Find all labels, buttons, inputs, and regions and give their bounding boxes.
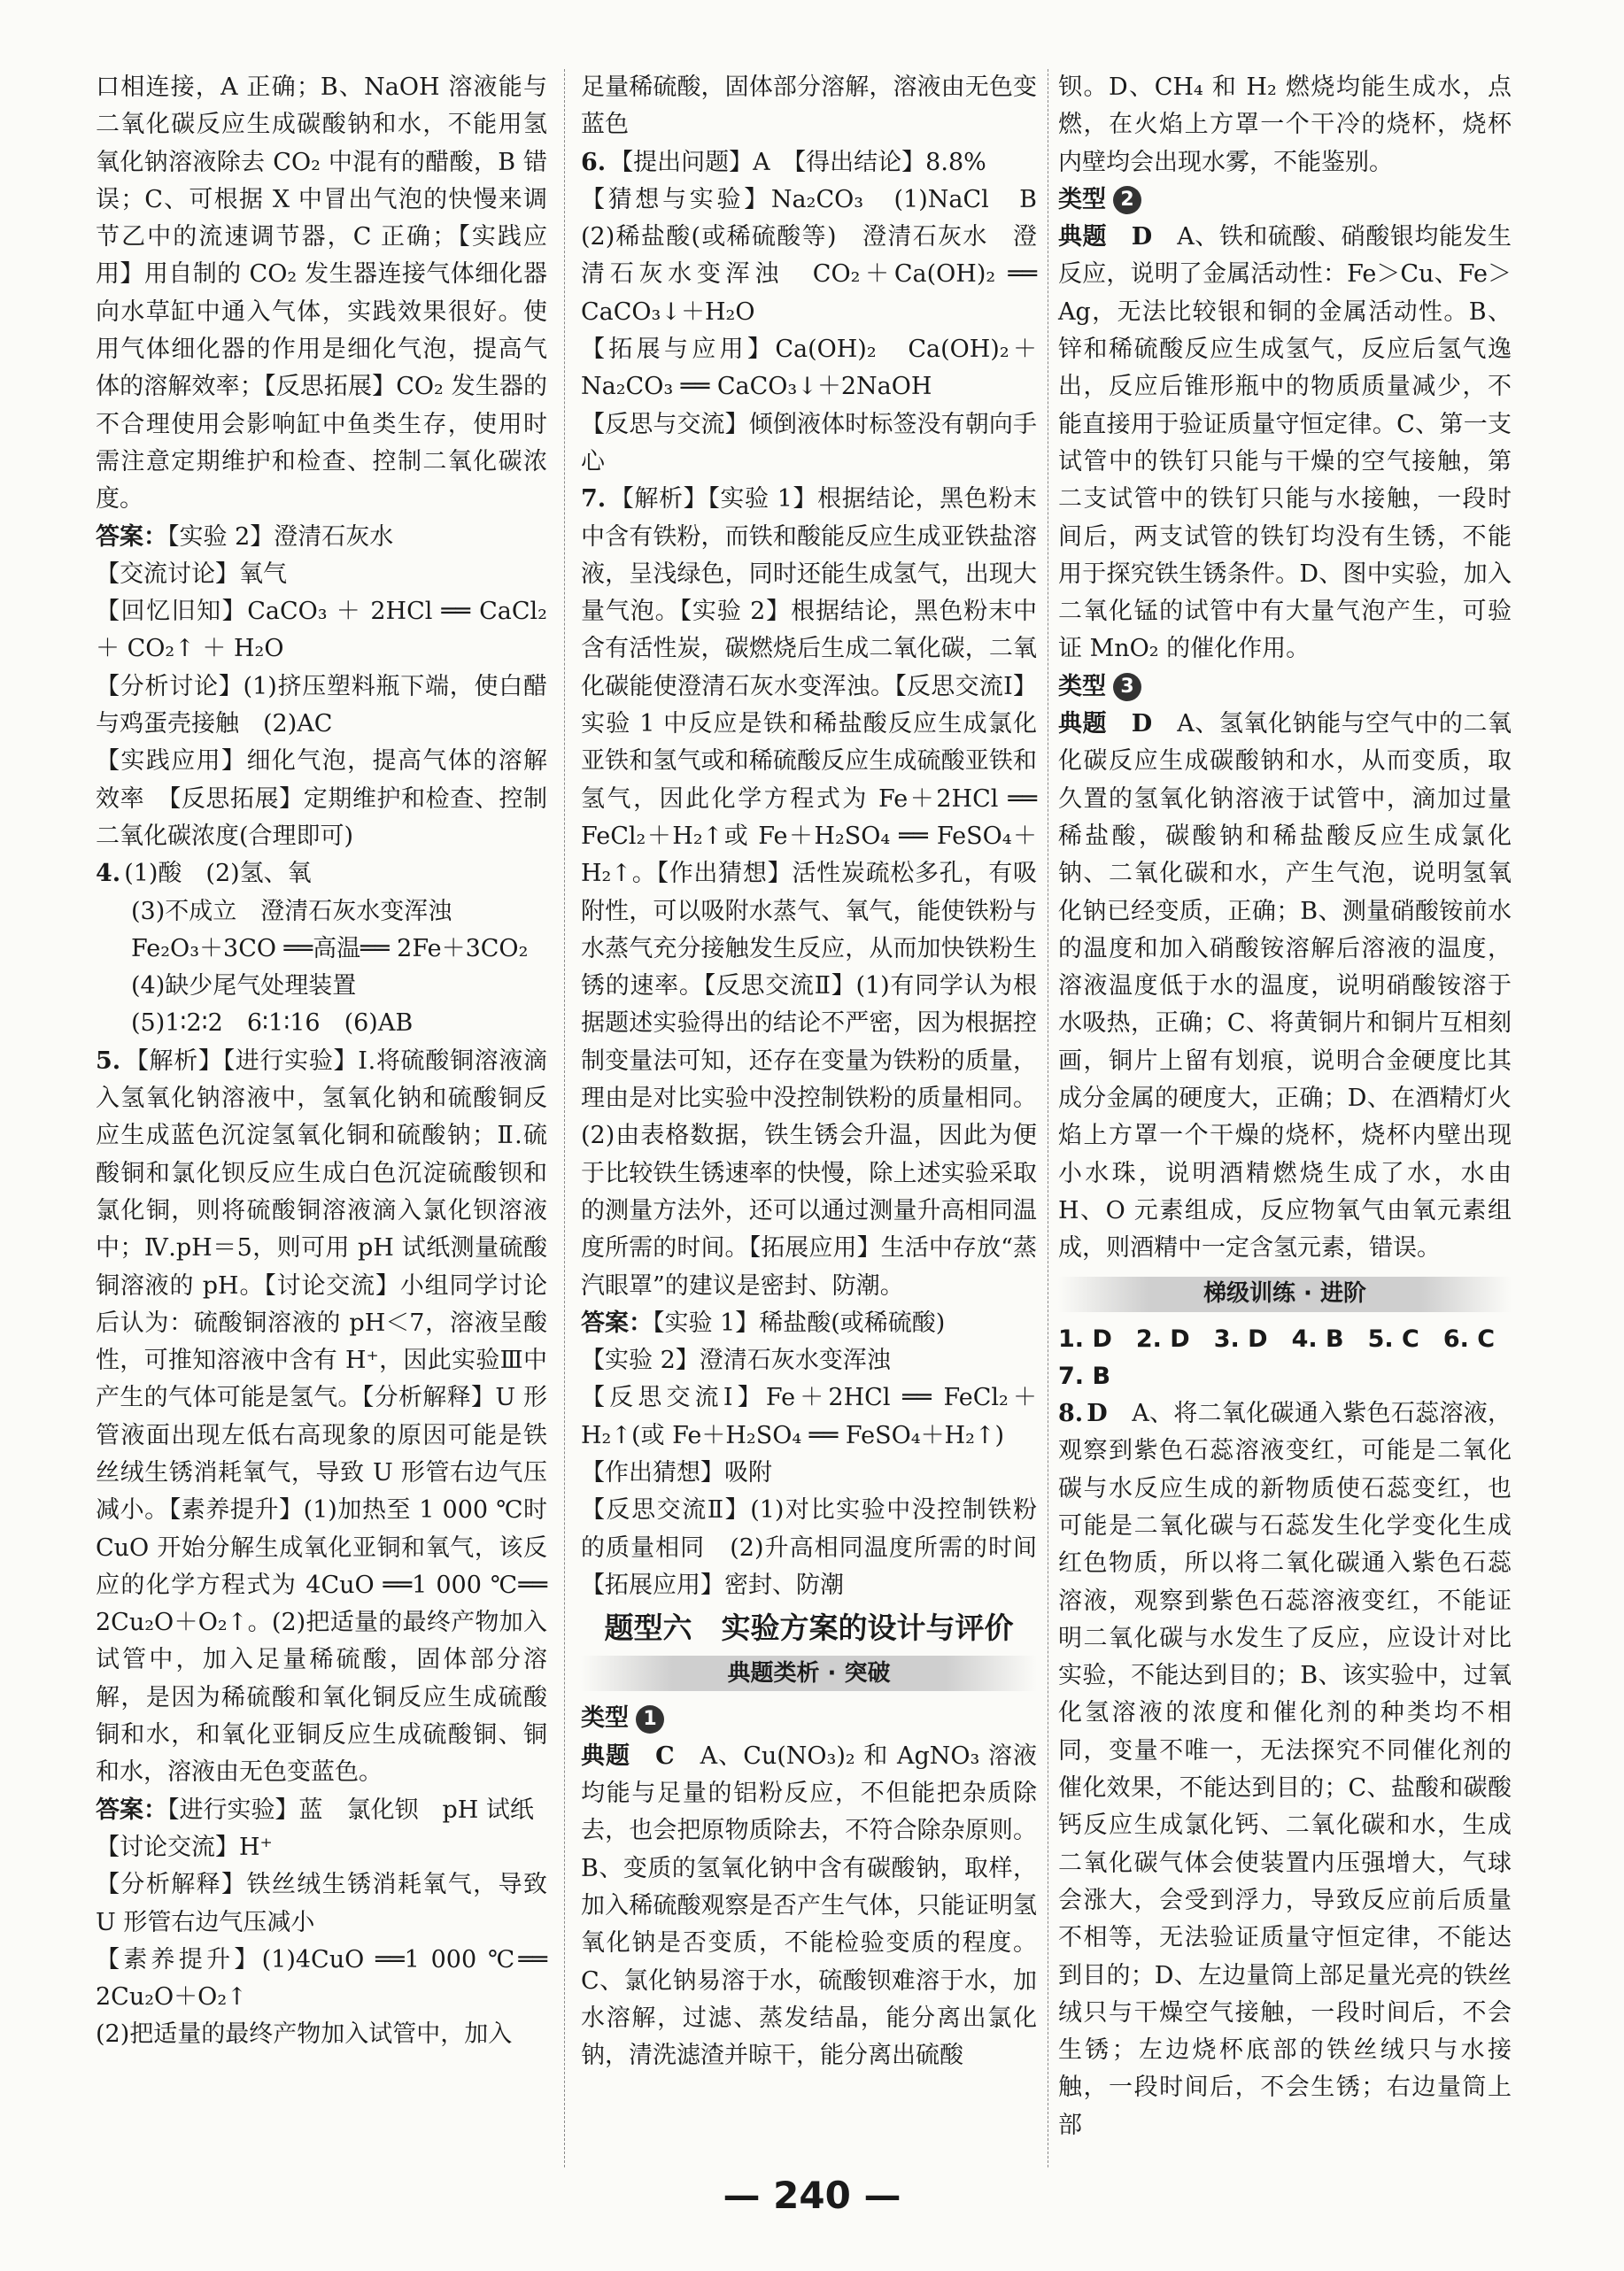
type-heading: [1058, 668, 1512, 706]
answer-line: 【交流讨论】氧气: [96, 560, 287, 588]
answer-line: 【拓展与应用】Ca(OH)₂ Ca(OH)₂＋Na₂CO₃ ══ CaCO₃↓＋2NaOH: [581, 336, 1037, 401]
answer-key-row: 7. B: [1058, 1362, 1111, 1390]
column-divider: [564, 69, 565, 2167]
question-7: [581, 481, 1037, 1305]
example-answer: D: [1131, 710, 1153, 738]
answer-label: 答案：: [96, 522, 167, 551]
answer-label: 答案：: [96, 1796, 167, 1824]
answer-line: 【实验 2】澄清石灰水变浑浊: [581, 1347, 891, 1375]
type-label: 类型: [1058, 185, 1106, 213]
answer-line: 【分析讨论】(1)挤压塑料瓶下端，使白醋与鸡蛋壳接触 (2)AC: [96, 672, 547, 738]
type-heading: [1058, 182, 1512, 219]
analysis-text: 【解析】【实验 1】根据结论，黑色粉末中含有铁粉，而铁和酸能反应生成亚铁盐溶液，呈浅绿色，同时还能生成氢气，出现大量气泡。【实验 2】根据结论，黑色粉末中含有活性炭，碳燃烧后生成二氧化碳，二氧化碳能使澄清石灰水变浑浊。【反思交流Ⅰ】实验 1 中反应是铁和稀盐酸反应生成氯化亚铁和氢气或和稀硫酸反应生成硫酸亚铁和氢气，因此化学方程式为 Fe＋2HCl ══ FeCl₂＋H₂↑或 Fe＋H₂SO₄ ══ FeSO₄＋H₂↑。【作出猜想】活性炭疏松多孔，有吸附性，可以吸附水蒸气、氧气，能使铁粉与水蒸气充分接触发生反应，从而加快铁粉生锈的速率。【反思交流Ⅱ】(1)有同学认为根据题述实验得出的结论不严密，因为根据控制变量法可知，还存在变量为铁粉的质量，理由是对比实验中没控制铁粉的质量相同。(2)由表格数据，铁生锈会升温，因此为便于比较铁生锈速率的快慢，除上述实验采取的测量方法外，还可以通过测量升高相同温度所需的时间。【拓展应用】生活中存放“蒸汽眼罩”的建议是密封、防潮。: [581, 485, 1037, 1300]
answer-line: 【反思交流Ⅱ】(1)对比实验中没控制铁粉的质量相同 (2)升高相同温度所需的时间 【拓展应用】密封、防潮: [581, 1496, 1061, 1599]
example-answer: C: [655, 1742, 675, 1770]
answer-line: 【猜想与实验】Na₂CO₃ (1)NaCl B (2)稀盐酸(或稀硫酸等) 澄清石灰水 澄清石灰水变浑浊 CO₂＋Ca(OH)₂ ══ CaCO₃↓＋H₂O: [581, 185, 1061, 326]
answer-key-row: 1. D 2. D 3. D 4. B 5. C 6. C: [1058, 1325, 1496, 1353]
example-text: A、氢氧化钠能与空气中的二氧化碳反应生成碳酸钠和水，从而变质，取久置的氢氧化钠溶液于试管中，滴加过量稀盐酸，碳酸钠和稀盐酸反应生成氯化钠、二氧化碳和水，产生气泡，说明氢氧化钠已经变质，正确；B、测量硝酸铵前水的温度和加入硝酸铵溶解后溶液的温度，溶液温度低于水的温度，说明硝酸铵溶于水吸热，正确；C、将黄铜片和铜片互相刻画，铜片上留有划痕，说明合金硬度比其成分金属的硬度大，正确；D、在酒精灯火焰上方罩一个干燥的烧杯，烧杯内壁出现小水珠，说明酒精燃烧生成了水，水由 H、O 元素组成，反应物氧气由氧元素组成，则酒精中一定含氢元素，错误。: [1058, 710, 1512, 1263]
question-4-line: (3)不成立 澄清石灰水变浑浊: [131, 897, 452, 925]
example-problem: [581, 1738, 1037, 2075]
page-number: — 240 —: [723, 2174, 901, 2217]
question-answer: D: [1087, 1400, 1108, 1428]
question-number: 4.: [96, 860, 121, 888]
question-5: [96, 1043, 547, 1792]
type-number-badge: 3: [1113, 673, 1141, 701]
example-text: A、Cu(NO₃)₂ 和 AgNO₃ 溶液均能与足量的铝粉反应，不但能把杂质除去，也会把原物质除去，不符合除杂原则。B、变质的氢氧化钠中含有碳酸钠，取样，加入稀硫酸观察是否产生气体，只能证明氢氧化钠是否变质，不能检验变质的程度。C、氯化钠易溶于水，硫酸钡难溶于水，加水溶解，过滤、蒸发结晶，能分离出氯化钠，清洗滤渣并晾干，能分离出硫酸: [581, 1742, 1038, 2070]
answer-line: 【反思交流Ⅰ】Fe＋2HCl ══ FeCl₂＋H₂↑(或 Fe＋H₂SO₄ ══ FeSO₄＋H₂↑): [581, 1384, 1037, 1449]
answer-line: [96, 1792, 547, 1829]
answer-label: 答案：: [581, 1309, 653, 1337]
answer-line: 【素养提升】(1)4CuO ══1 000 ℃══ 2Cu₂O＋O₂↑: [96, 1945, 547, 2012]
example-label: 典题: [1058, 223, 1108, 251]
type-heading: [581, 1700, 1037, 1737]
answer-line: 【作出猜想】吸附: [581, 1458, 772, 1487]
section-banner: 典题类析 · 突破: [581, 1656, 1037, 1691]
column-right: [1058, 69, 1512, 2159]
section-title: 题型六 实验方案的设计与评价: [604, 1611, 1014, 1646]
example-problem: [1058, 219, 1512, 668]
section-banner: 梯级训练 · 进阶: [1058, 1277, 1512, 1312]
solution-paragraph: 口相连接，A 正确；B、NaOH 溶液能与二氧化碳反应生成碳酸钠和水，不能用氢氧化钠溶液除去 CO₂ 中混有的醋酸，B 错误；C、可根据 X 中冒出气泡的快慢来调节乙中的流速调节器，C 正确；【实践应用】用自制的 CO₂ 发生器连接气体细化器向水草缸中通入气体，实践效果很好。使用气体细化器的作用是细化气泡，提高气体的溶解效率；【反思拓展】CO₂ 发生器的不合理使用会影响缸中鱼类生存，使用时需注意定期维护和检查、控制二氧化碳浓度。: [96, 73, 547, 514]
example-label: 典题: [1058, 710, 1108, 738]
answer-line: 【分析解释】铁丝绒生锈消耗氧气，导致 U 形管右边气压减小: [96, 1871, 547, 1936]
answer-line: 【反思与交流】倾倒液体时标签没有朝向手心: [581, 410, 1037, 475]
question-4-line: (1)酸 (2)氢、氧: [124, 860, 312, 888]
example-text: A、铁和硫酸、硝酸银均能发生反应，说明了金属活动性：Fe＞Cu、Fe＞Ag，无法比较银和铜的金属活动性。B、锌和稀硫酸反应生成氢气，反应后氢气逸出，反应后锥形瓶中的物质质量减少，不能直接用于验证质量守恒定律。C、第一支试管中的铁钉只能与干燥的空气接触，第二支试管中的铁钉只能与水接触，一段时间后，两支试管的铁钉均没有生锈，不能用于探究铁生锈条件。D、图中实验，加入二氧化锰的试管中有大量气泡产生，可验证 MnO₂ 的催化作用。: [1058, 223, 1512, 663]
type-label: 类型: [1058, 672, 1106, 700]
question-number: 6.: [581, 148, 607, 176]
answer-line: [96, 519, 547, 556]
example-problem: [1058, 706, 1512, 1267]
question-number: 5.: [96, 1047, 121, 1075]
column-middle: [581, 69, 1061, 2159]
answer-text: 【实验 1】稀盐酸(或稀硫酸): [653, 1309, 946, 1337]
type-number-badge: 1: [636, 1705, 664, 1734]
question-6: [581, 144, 1037, 182]
type-label: 类型: [581, 1704, 629, 1733]
answer-text: 【实验 2】澄清石灰水: [167, 522, 394, 551]
example-answer: D: [1131, 223, 1153, 251]
example-label: 典题: [581, 1742, 631, 1770]
answer-line: 足量稀硫酸，固体部分溶解，溶液由无色变蓝色: [581, 73, 1037, 139]
question-8: [1058, 1395, 1512, 2144]
question-4-line: (4)缺少尾气处理装置: [131, 972, 357, 1000]
answer-line: (2)把适量的最终产物加入试管中，加入: [96, 2020, 513, 2049]
question-number: 8.: [1058, 1400, 1084, 1428]
question-4-line: (5)1∶2∶2 6∶1∶16 (6)AB: [131, 1009, 414, 1038]
answer-line: 【回忆旧知】CaCO₃ ＋ 2HCl ══ CaCl₂ ＋ CO₂↑ ＋ H₂O: [96, 598, 547, 663]
question-8-text: A、将二氧化碳通入紫色石蕊溶液，观察到紫色石蕊溶液变红，可能是二氧化碳与水反应生成的新物质使石蕊变红，也可能是二氧化碳与石蕊发生化学变化生成红色物质，所以将二氧化碳通入紫色石蕊溶液，观察到紫色石蕊溶液变红，不能证明二氧化碳与水发生了反应，应设计对比实验，不能达到目的；B、该实验中，过氧化氢溶液的浓度和催化剂的种类均不相同，变量不唯一，无法探究不同催化剂的催化效果，不能达到目的；C、盐酸和碳酸钙反应生成氯化钙、二氧化碳和水，生成二氧化碳气体会使装置内压强增大，气球会涨大，会受到浮力，导致反应前后质量不相等，无法验证质量守恒定律，不能达到目的；D、左边量筒上部足量光亮的铁丝绒只与干燥空气接触，一段时间后，不会生锈；左边烧杯底部的铁丝绒只与水接触，一段时间后，不会生锈；右边量筒上部: [1058, 1400, 1512, 2139]
column-left: [96, 69, 547, 2159]
answer-line: [581, 1305, 1037, 1342]
answer-text: 【提出问题】A 【得出结论】8.8%: [609, 148, 986, 176]
type-number-badge: 2: [1113, 186, 1141, 214]
answer-line: 【讨论交流】H⁺: [96, 1833, 273, 1861]
analysis-text: 【解析】【进行实验】Ⅰ.将硫酸铜溶液滴入氢氧化钠溶液中，氢氧化钠和硫酸铜反应生成蓝色沉淀氢氧化铜和硫酸钠；Ⅱ.硫酸铜和氯化钡反应生成白色沉淀硫酸钡和氯化铜，则将硫酸铜溶液滴入氯化钡溶液中；Ⅳ.pH＝5，则可用 pH 试纸测量硫酸铜溶液的 pH。【讨论交流】小组同学讨论后认为：硫酸铜溶液的 pH＜7，溶液呈酸性，可推知溶液中含有 H⁺，因此实验Ⅲ中产生的气体可能是氢气。【分析解释】U 形管液面出现左低右高现象的原因可能是铁丝绒生锈消耗氧气，导致 U 形管右边气压减小。【素养提升】(1)加热至 1 000 ℃时 CuO 开始分解生成氧化亚铜和氧气，该反应的化学方程式为 4CuO ══1 000 ℃══ 2Cu₂O＋O₂↑。(2)把适量的最终产物加入试管中，加入足量稀硫酸，固体部分溶解，是因为稀硫酸和氧化铜反应生成硫酸铜和水，和氧化亚铜反应生成硫酸铜、铜和水，溶液由无色变蓝色。: [96, 1047, 547, 1787]
question-4: [96, 855, 547, 892]
answer-line: 【实践应用】细化气泡，提高气体的溶解效率 【反思拓展】定期维护和检查、控制二氧化碳浓度(合理即可): [96, 747, 547, 850]
example-text: 钡。D、CH₄ 和 H₂ 燃烧均能生成水，点燃，在火焰上方罩一个干冷的烧杯，烧杯内壁均会出现水雾，不能鉴别。: [1058, 73, 1512, 176]
equation: Fe₂O₃＋3CO ══高温══ 2Fe＋3CO₂: [131, 934, 529, 962]
answer-text: 【进行实验】蓝 氯化钡 pH 试纸: [167, 1796, 534, 1824]
question-number: 7.: [581, 485, 607, 514]
